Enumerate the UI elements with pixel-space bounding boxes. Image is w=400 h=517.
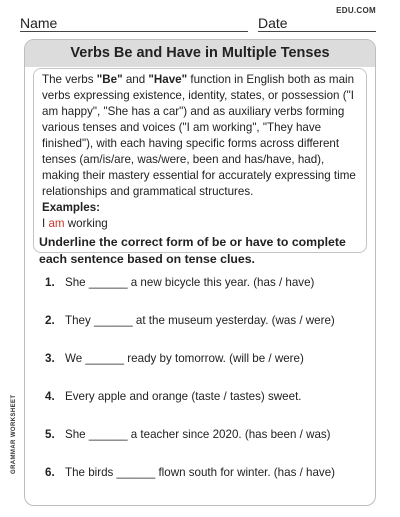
intro-text-1: The verbs: [42, 73, 97, 86]
question-text: They ______ at the museum yesterday. (was / were): [65, 314, 335, 327]
name-field[interactable]: [20, 14, 248, 32]
intro-box: [33, 68, 367, 253]
intro-be: "Be": [96, 73, 123, 86]
question-number: 6.: [45, 466, 55, 479]
instructions: Underline the correct form of be or have to complete each sentence based on tense clues.: [39, 235, 346, 266]
question-6[interactable]: [45, 466, 365, 480]
name-label: Name: [20, 15, 58, 31]
question-number: 3.: [45, 352, 55, 365]
question-text: She ______ a teacher since 2020. (has been / was): [65, 428, 331, 441]
question-number: 2.: [45, 314, 55, 327]
date-field[interactable]: [258, 14, 376, 32]
question-number: 4.: [45, 390, 55, 403]
intro-have: "Have": [148, 73, 188, 86]
question-4[interactable]: [45, 390, 365, 404]
question-text: Every apple and orange (taste / tastes) sweet.: [65, 390, 302, 403]
question-1[interactable]: [45, 276, 365, 290]
example-highlight: am: [48, 217, 65, 230]
edu-logo: EDU.COM: [336, 6, 376, 15]
example-pre: I: [42, 217, 49, 230]
question-number: 5.: [45, 428, 55, 441]
worksheet-title: Verbs Be and Have in Multiple Tenses: [25, 40, 375, 67]
intro-paragraph: [42, 72, 360, 200]
question-text: She ______ a new bicycle this year. (has / have): [65, 276, 315, 289]
question-5[interactable]: [45, 428, 365, 442]
question-text: We ______ ready by tomorrow. (will be / were): [65, 352, 304, 365]
intro-text-2: and: [122, 73, 149, 86]
question-2[interactable]: [45, 314, 365, 328]
date-label: Date: [258, 15, 288, 31]
examples-label: Examples:: [42, 201, 100, 214]
intro-text-3: function in English both as main verbs expressing existence, identity, states, or possession ("I am happy", "She has a car") and as auxiliary verbs forming various tenses and voices ("I am working", "They have finished"), with each having specific forms across different tenses (am/is/are, was/were, been and has/have, had), making their mastery essential for accurately expressing time relationships and grammatical structures.: [42, 73, 356, 198]
question-text: The birds ______ flown south for winter. (has / have): [65, 466, 336, 479]
worksheet-panel: [24, 39, 376, 506]
example-sentence: [42, 216, 360, 232]
question-3[interactable]: [45, 352, 365, 366]
example-post: working: [64, 217, 108, 230]
grammar-worksheet-label: GRAMMAR WORKSHEET: [11, 394, 17, 474]
question-number: 1.: [45, 276, 55, 289]
